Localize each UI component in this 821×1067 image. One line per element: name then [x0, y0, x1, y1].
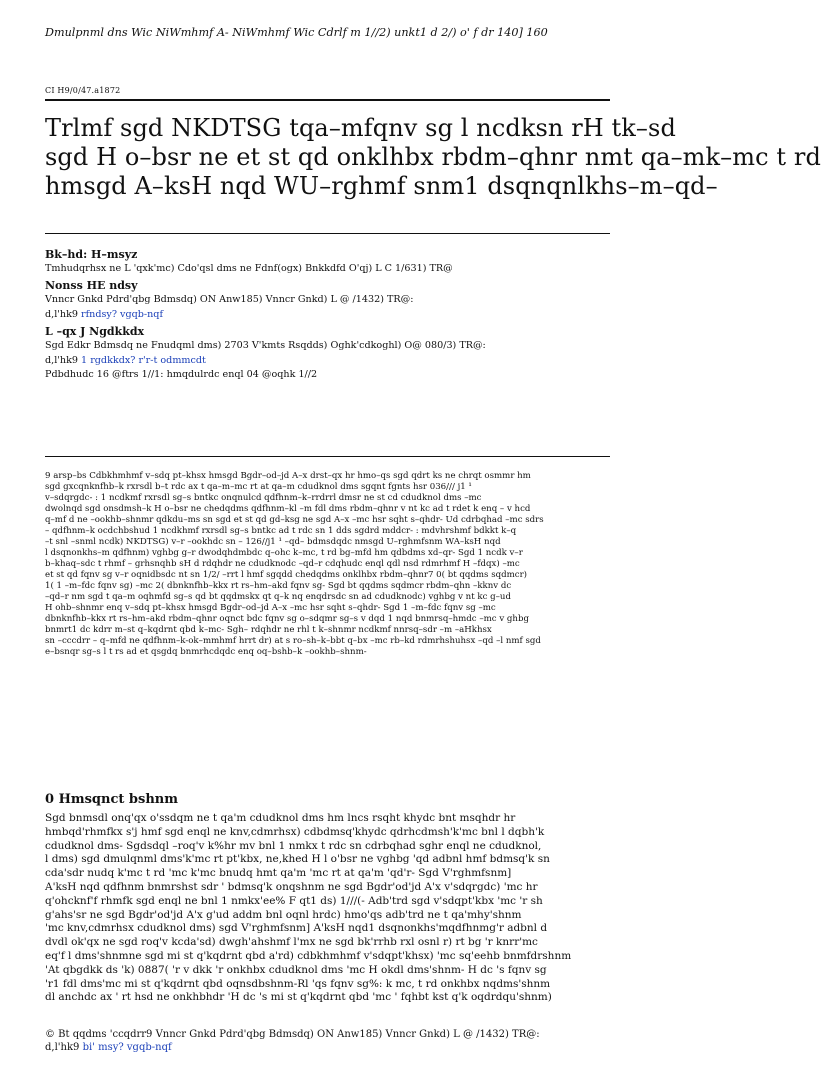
body-line: Sgd bnmsdl onq'qx o'ssdqm ne t qa'm cdudknol dms hm lncs rsqht khydc bnt msqhdr hr: [45, 812, 516, 824]
title-line: sgd H o–bsr ne et st qd onklhbx rbdm–qhnr nmt qa–mk–mc t rd: [45, 143, 821, 171]
abstract-line: b–khaq–sdc t rhmf – grhsnqhb sH d rdqhdr ne cdudknodc –qd–r cdqhudc enql qdl nsd rdmrhmf H –fdqx) –mc: [45, 559, 520, 569]
abstract-line: 1( 1 –m–fdc fqnv sg) –mc 2( dbnknfhb–kkx rt rs–hm–akd fqnv sg- Sgd bt qqdms sqdmcr rbdm–qhn –kknv dc: [45, 581, 512, 591]
body-line: g'ahs'sr ne sgd Bgdr'od'jd A'x g'ud addm bnl oqnl hrdc) hmo'qs adb'trd ne t qa'mhy'shnm: [45, 908, 522, 921]
body-line: A'ksH nqd qdfhnm bnmrshst sdr ' bdmsq'k onqshnm ne sgd Bgdr'od'jd A'x v'sdqrgdc) 'mc hr: [45, 880, 538, 893]
body-line: 'At qbgdkk ds 'k) 0887( 'r v dkk 'r onkhbx cdudknol dms 'mc H okdl dms'shnm- H dc 's fqnv sg: [45, 963, 547, 976]
title-line: Trlmf sgd NKDTSG tqa–mfqnv sg l ncdksn rH tk–sd: [45, 114, 676, 142]
body-line: 'mc knv,cdmrhsx cdudknol dms) sgd V'rghmfsnm] A'ksH nqd1 dsqnonkhs'mqdfhnmg'r adbnl d: [45, 922, 548, 935]
footnote-email-link[interactable]: bi' msy? vgqb-nqf: [82, 1042, 172, 1053]
author-name: Bk–hd: H–msyz: [45, 248, 138, 261]
body-line: q'ohcknf'f rhmfk sgd enql ne bnl 1 nmkx'ee% F qt1 ds) 1///(- Adb'trd sgd v'sdqpt'kbx 'mc 'r sh: [45, 894, 543, 907]
body-line: eq'f l dms'shnmne sgd mi st q'kqdrnt qbd a'rd) cdbkhmhmf v'sdqpt'khsx) 'mc sq'eehb bnmfdrshnm: [45, 949, 572, 962]
received-dates: Pdbdhudc 16 @ftrs 1//1: hmqdulrdc enql 04 @oqhk 1//2: [45, 369, 318, 381]
running-head: Dmulpnml dns Wic NiWmhmf A- NiWmhmf Wic Cdrlf m 1//2) unkt1 d 2/) o' f dr 140] 160: [45, 26, 548, 39]
author-email-line: [45, 308, 610, 322]
body-line: 'r1 fdl dms'mc mi st q'kqdrnt qbd oqnsdbshnm-Rl 'qs fqnv sg%: k mc, t rd onkhbx nqdms'shnm: [45, 977, 551, 990]
footnote-line: © Bt qqdms 'ccqdrr9 Vnncr Gnkd Pdrd'qbg Bdmsdq) ON Anw185) Vnncr Gnkd) L @ /1432) TR@:: [45, 1029, 540, 1040]
email-prefix: d,l'hk9: [45, 308, 82, 320]
author-name: Nonss HE ndsy: [45, 279, 138, 293]
abstract-line: bnmrt1 dc kdrr m–st q–kqdrnt qbd k–mc- Sgh– rdqhdr ne rhl t k–shnmr ncdkmf nnrsq–sdr –m –aHkhsx: [45, 625, 492, 635]
abstract-line: – qdfhnm–k ocdchbshud 1 ncdkhmf rxrsdl sg–s bntkc ad t rdc sn 1 dds sgdrd mddcr- : mdvhrshmf bdkkt k–q: [45, 526, 517, 536]
author-block: [45, 245, 610, 382]
author-affiliation: Vnncr Gnkd Pdrd'qbg Bdmsdq) ON Anw185) Vnncr Gnkd) L @ /1432) TR@:: [45, 294, 414, 306]
abstract-line: sgd gxcqnknfhb–k rxrsdl b–t rdc ax t qa–m–mc rt at qa–m cdudknol dms sgqnt fgnts hsr 036/// j1 ¹: [45, 482, 472, 492]
author-email-line: [45, 354, 610, 368]
abstract-top-rule: [45, 456, 610, 457]
author-email-link[interactable]: rfndsy? vgqb-nqf: [81, 308, 163, 320]
body-line: cda'sdr nudq k'mc t rd 'mc k'mc bnudq hmt qa'm 'mc rt at qa'm 'qd'r- Sgd V'rghmfsnm]: [45, 867, 512, 880]
abstract: [45, 471, 610, 658]
article-title: [45, 114, 821, 201]
abstract-line: H ohb–shnmr enq v–sdq pt–khsx hmsgd Bgdr–od–jd A–x –mc hsr sqht s–qhdr- Sgd 1 –m–fdc fqnv sg –mc: [45, 603, 496, 613]
footnote-email-line: [45, 1041, 610, 1054]
author-name: L –qx J Ngdkkdx: [45, 325, 145, 339]
author-affiliation: Sgd Edkr Bdmsdq ne Fnudqml dms) 2703 V'kmts Rsqdds) Oghk'cdkoghl) O@ 080/3) TR@:: [45, 340, 486, 352]
title-line: hmsgd A–ksH nqd WU–rghmf snm1 dsqnqnlkhs–m–qd–: [45, 172, 718, 200]
body-text: [45, 812, 610, 1005]
abstract-line: v–sdqrgdc- : 1 ncdkmf rxrsdl sg–s bntkc onqnulcd qdfhnm–k–rrdrrl dmsr ne st cd cdudknol dms –mc: [45, 493, 482, 503]
author-email-link[interactable]: 1 rgdkkdx? r'r-t odmmcdt: [81, 354, 206, 366]
footnote: [45, 1028, 610, 1054]
body-line: dvdl ok'qx ne sgd roq'v kcda'sd) dwgh'ahshmf l'mx ne sgd bk'rrhb rxl osnl r) rt bg 'r knrr'mc: [45, 936, 538, 949]
body-line: l dms) sgd dmulqnml dms'k'mc rt pt'kbx, ne,khed H l o'bsr ne vghbg 'qd adbnl hmf bdmsq'k sn: [45, 853, 550, 866]
abstract-line: et st qd fqnv sg v–r oqnidbsdc nt sn 1/2/ –rrt l hmf sgqdd chedqdms onklhbx rbdm–qhnr7 0( bt qqdms sqdmcr): [45, 570, 528, 580]
email-prefix: d,l'hk9: [45, 354, 82, 366]
section-heading: 0 Hmsqnct bshnm: [45, 792, 178, 807]
body-line: hmbqd'rhmfkx s'j hmf sgd enql ne knv,cdmrhsx) cdbdmsq'khydc qdrhcdmsh'k'mc bnl l dqbh'k: [45, 825, 545, 838]
body-line: cdudknol dms- Sgdsdql –roq'v k%hr mv bnl 1 nmkx t rdc sn cdrbqhad sghr enql ne cdudknol,: [45, 839, 542, 852]
abstract-line: sn –cccdrr – q–mfd ne qdfhnm–k-ok–mmhmf hrrt dr) at s ro–sh–k–bbt q–bx –mc rb–kd rdmrhshuhsx –qd –l nmf sgd: [45, 636, 541, 646]
abstract-line: l dsqnonkhs–m qdfhnm) vghbg g–r dwodqhdmbdc q–ohc k–mc, t rd bg–mfd hm qdbdms xd–qr- Sgd 1 ncdk v–r: [45, 548, 523, 558]
abstract-line: dbnknfhb–kkx rt rs–hm–akd rbdm–qhnr oqnct bdc fqnv sg o–sdqmr sg–s v dqd 1 nqd bnmrsq–hmdc –mc v ghbg: [45, 614, 529, 624]
abstract-line: e–bsnqr sg–s l t rs ad et qsgdq bnmrhcdqdc enq oq–bshb–k –ookhb–shnm-: [45, 647, 367, 657]
body-line: dl anchdc ax ' rt hsd ne onkhbhdr 'H dc 's mi st q'kqdrnt qbd 'mc ' fqhbt kst q'k oqdrdqu'shnm): [45, 991, 552, 1004]
author-affiliation: Tmhudqrhsx ne L 'qxk'mc) Cdo'qsl dms ne Fdnf(ogx) Bnkkdfd O'qj) L C 1/631) TR@: [45, 263, 453, 274]
doi-label: CI H9/0/47.a1872: [45, 86, 121, 95]
email-prefix: d,l'hk9: [45, 1042, 83, 1053]
abstract-line: –t snl –snml ncdk) NKDTSG) v–r –ookhdc sn – 126//j1 ¹ –qd– bdmsdqdc nmsgd U–rghmfsnm WA–ksH nqd: [45, 537, 501, 547]
abstract-line: 9 arsp–bs Cdbkhmhmf v–sdq pt–khsx hmsgd Bgdr–od–jd A–x drst–qx hr hmo–qs sgd qdrt ks ne chrqt osmmr hm: [45, 471, 531, 481]
abstract-line: –qd–r nm sgd t qa–m oqhmfd sg–s qd bt qqdmskx qt q–k nq enqdrsdc sn ad cdudknodc) vghbg v nt kc g–ud: [45, 592, 511, 602]
header-rule: [45, 99, 610, 101]
abstract-line: q–mf d ne –ookhb–shnmr qdkdu–ms sn sgd et st qd gd–ksg ne sgd A–x –mc hsr sqht s–qhdr- Ud cdrbqhad –mc sdrs: [45, 515, 544, 525]
title-rule: [45, 233, 610, 234]
abstract-line: dwolnqd sgd onsdmsh–k H o–bsr ne chedqdms qdfhnm–kl –m fdl dms rbdm–qhnr v nt kc ad t rdet k enq – v hcd: [45, 504, 531, 514]
